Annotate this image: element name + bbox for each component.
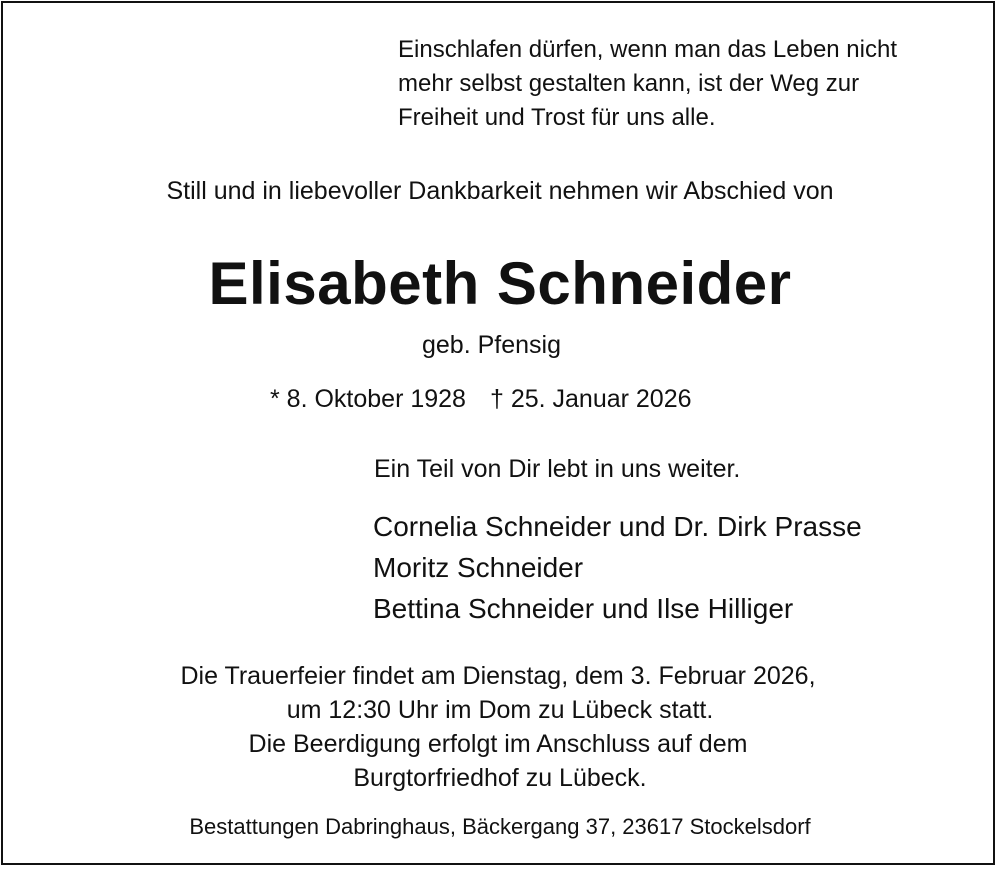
poem-line: Freiheit und Trost für uns alle. <box>398 104 716 131</box>
intro-text: Still und in liebevoller Dankbarkeit nehmen wir Abschied von <box>166 177 834 205</box>
mourners-list <box>373 506 862 629</box>
poem-line: Einschlafen dürfen, wenn man das Leben nicht <box>398 36 897 63</box>
undertaker-info: Bestattungen Dabringhaus, Bäckergang 37, 23617 Stockelsdorf <box>189 814 811 839</box>
poem <box>398 33 897 135</box>
deceased-name: Elisabeth Schneider <box>208 250 792 317</box>
ceremony-line: Die Beerdigung erfolgt im Anschluss auf dem <box>248 730 748 758</box>
mourner: Cornelia Schneider und Dr. Dirk Prasse <box>373 511 862 542</box>
death-date: † 25. Januar 2026 <box>489 385 692 413</box>
mourner: Moritz Schneider <box>373 552 584 583</box>
life-dates <box>270 382 692 416</box>
birth-date: * 8. Oktober 1928 <box>270 385 466 413</box>
quote: Ein Teil von Dir lebt in uns weiter. <box>374 455 741 483</box>
ceremony-line: um 12:30 Uhr im Dom zu Lübeck statt. <box>286 696 714 724</box>
ceremony-line: Die Trauerfeier findet am Dienstag, dem 3. Februar 2026, <box>180 662 816 690</box>
poem-line: mehr selbst gestalten kann, ist der Weg zur <box>398 70 860 97</box>
ceremony-line: Burgtorfriedhof zu Lübeck. <box>353 764 647 792</box>
mourner: Bettina Schneider und Ilse Hilliger <box>373 593 794 624</box>
ceremony-info <box>0 659 1000 795</box>
maiden-name: geb. Pfensig <box>422 331 561 359</box>
